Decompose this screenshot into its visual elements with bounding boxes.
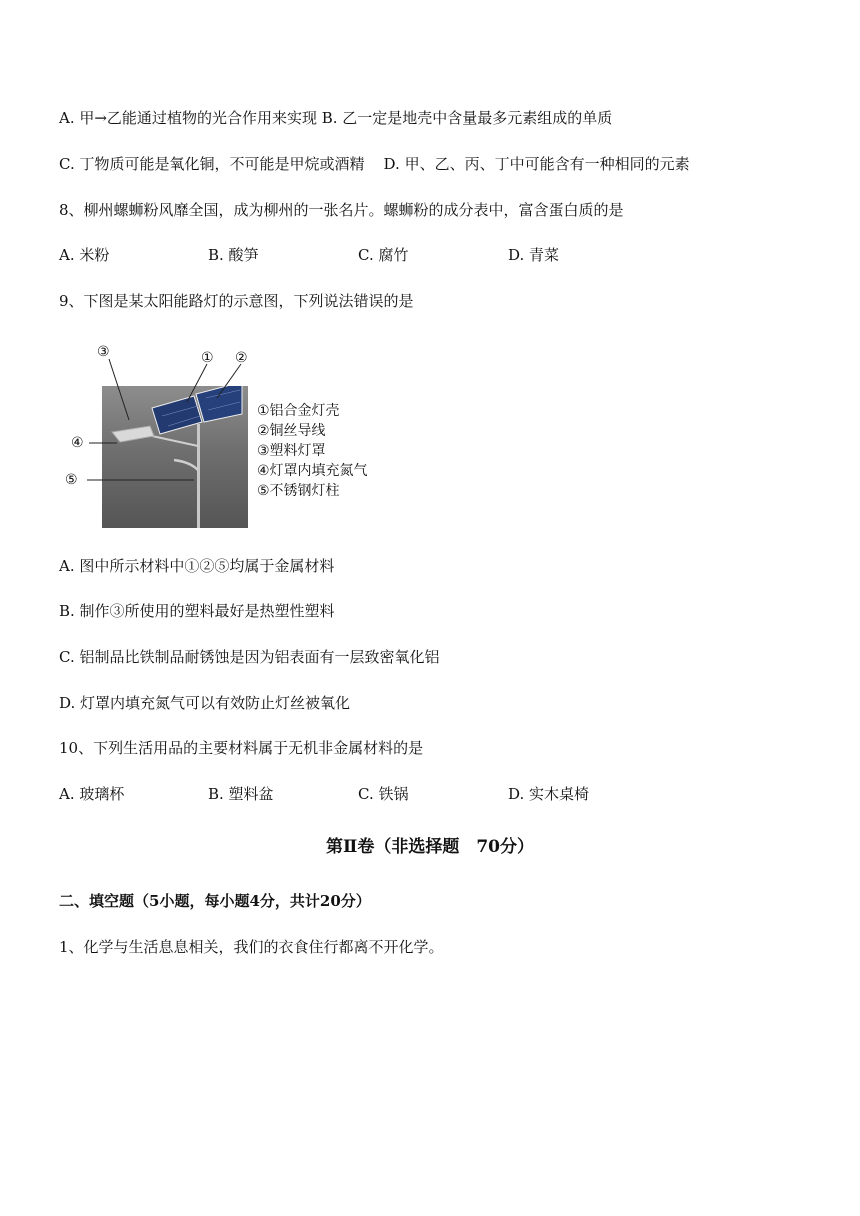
q9-option-a: A. 图中所示材料中①②⑤均属于金属材料 bbox=[59, 557, 335, 575]
q8-stem: 8、柳州螺蛳粉风靡全国，成为柳州的一张名片。螺蛳粉的成分表中，富含蛋白质的是 bbox=[59, 201, 624, 219]
callout-3: ③ bbox=[97, 344, 110, 360]
legend-item-3: ③塑料灯罩 bbox=[257, 443, 326, 459]
callout-5: ⑤ bbox=[65, 472, 78, 488]
q8-option-a: A. 米粉 bbox=[59, 246, 110, 264]
legend-item-5: ⑤不锈钢灯柱 bbox=[257, 483, 340, 499]
callout-1: ① bbox=[201, 350, 214, 366]
fill-blank-q1-stem: 1、化学与生活息息相关，我们的衣食住行都离不开化学。 bbox=[59, 938, 444, 956]
legend-item-2: ②铜丝导线 bbox=[257, 423, 326, 439]
q8-option-c: C. 腐竹 bbox=[358, 246, 409, 264]
q9-option-c: C. 铝制品比铁制品耐锈蚀是因为铝表面有一层致密氧化铝 bbox=[59, 648, 440, 666]
part2-title: 第Ⅱ卷（非选择题 70分） bbox=[326, 837, 534, 857]
fill-blank-section-heading: 二、填空题（5小题，每小题4分，共计20分） bbox=[59, 892, 371, 910]
callout-2: ② bbox=[235, 350, 248, 366]
q8-option-d: D. 青菜 bbox=[508, 246, 560, 264]
legend-item-4: ④灯罩内填充氮气 bbox=[257, 463, 368, 479]
solar-street-lamp-figure bbox=[59, 338, 399, 534]
q9-stem: 9、下图是某太阳能路灯的示意图，下列说法错误的是 bbox=[59, 292, 414, 310]
callout-4: ④ bbox=[71, 435, 84, 451]
q10-option-d: D. 实木桌椅 bbox=[508, 785, 590, 803]
q7-options-cd: C. 丁物质可能是氧化铜，不可能是甲烷或酒精 D. 甲、乙、丙、丁中可能含有一种相同的元素 bbox=[59, 155, 690, 173]
q9-option-b: B. 制作③所使用的塑料最好是热塑性塑料 bbox=[59, 602, 335, 620]
q10-option-b: B. 塑料盆 bbox=[208, 785, 274, 803]
q8-option-b: B. 酸笋 bbox=[208, 246, 259, 264]
legend-item-1: ①铝合金灯壳 bbox=[257, 403, 340, 419]
q7-options-ab: A. 甲→乙能通过植物的光合作用来实现 B. 乙一定是地壳中含量最多元素组成的单质 bbox=[59, 109, 613, 127]
q10-stem: 10、下列生活用品的主要材料属于无机非金属材料的是 bbox=[59, 739, 424, 757]
callout-lines bbox=[59, 338, 399, 534]
q10-option-a: A. 玻璃杯 bbox=[59, 785, 125, 803]
q9-option-d: D. 灯罩内填充氮气可以有效防止灯丝被氧化 bbox=[59, 694, 351, 712]
q10-option-c: C. 铁锅 bbox=[358, 785, 409, 803]
